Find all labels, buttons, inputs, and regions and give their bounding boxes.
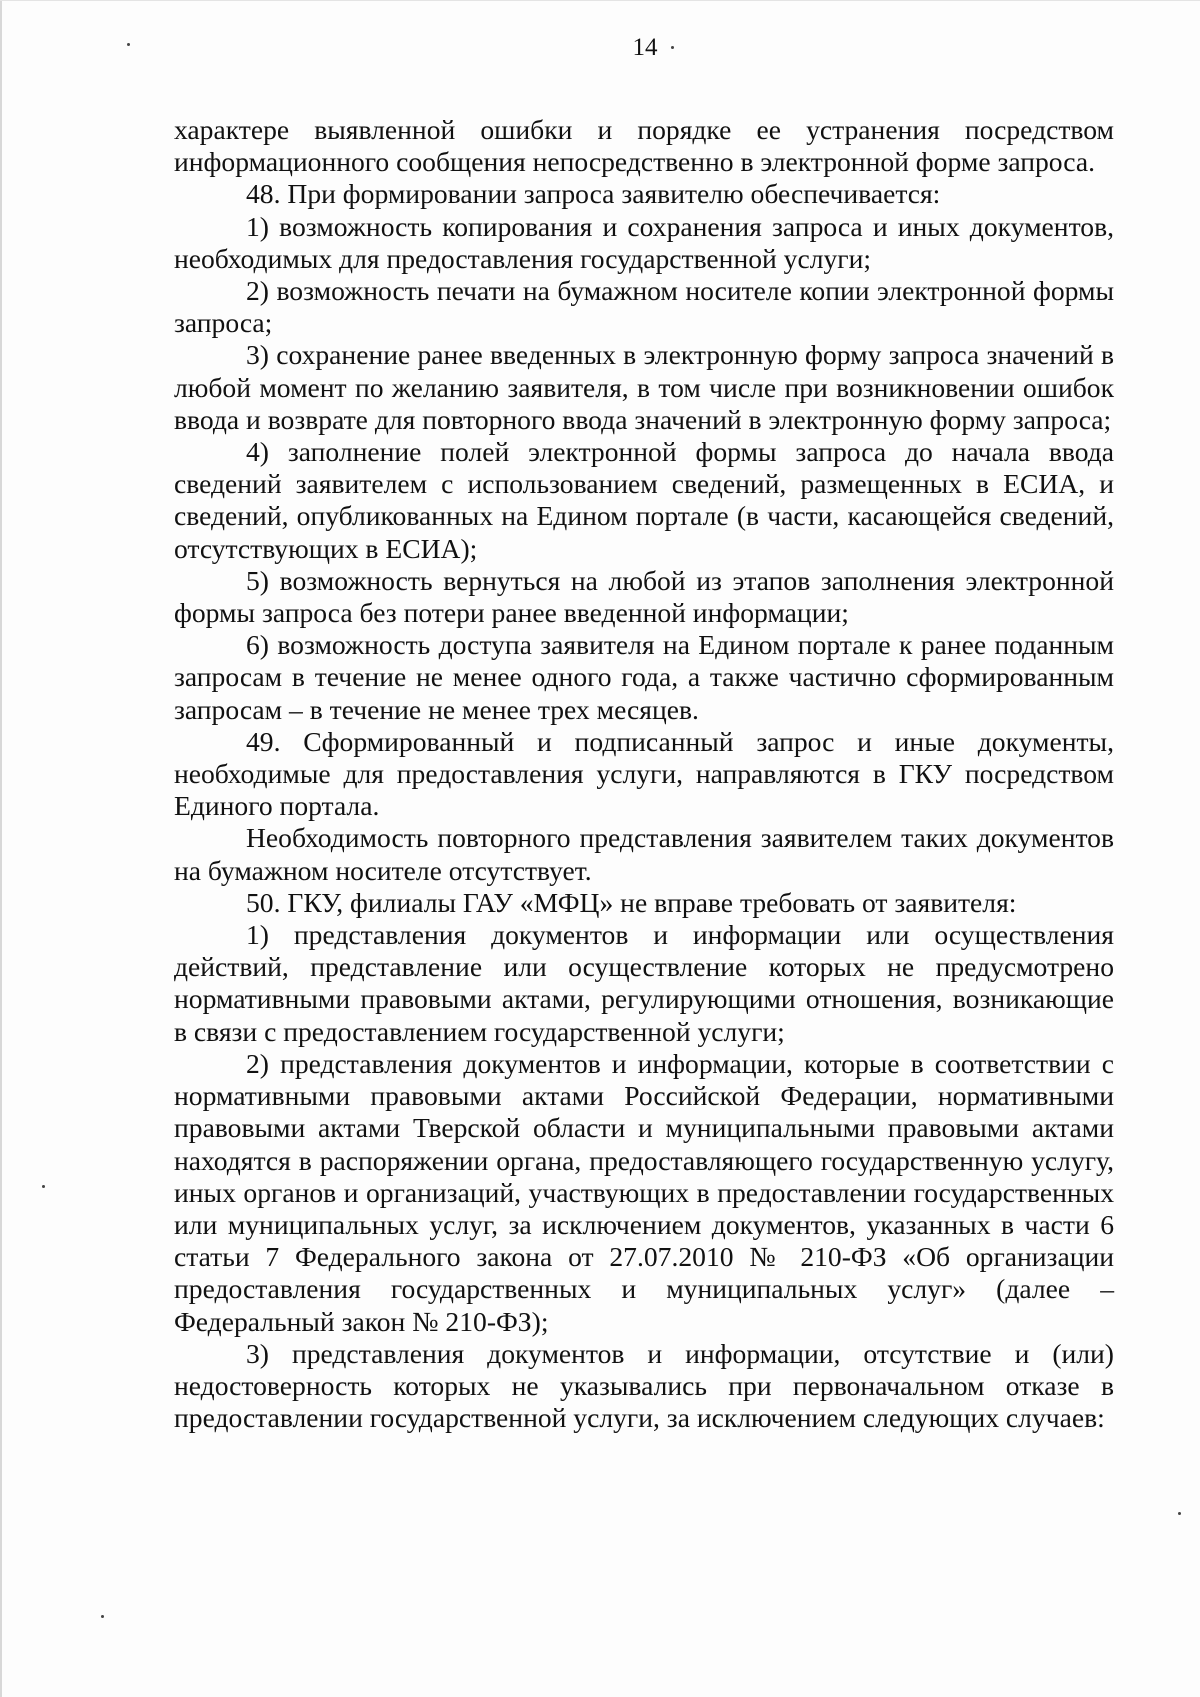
scan-edge-top <box>0 0 1200 1</box>
page-number: 14 <box>632 34 658 61</box>
scan-speck <box>1178 1512 1181 1515</box>
paragraph-48-sub-5: 5) возможность вернуться на любой из этапов заполнения электронной формы запроса без потери ранее введенной информации; <box>174 564 1114 629</box>
scan-speck <box>127 43 130 46</box>
paragraph-48-sub-3: 3) сохранение ранее введенных в электронную форму запроса значений в любой момент по желанию заявителя, в том числе при возникновении ошибок ввода и возврате для повторного ввода значений в электронную форму запроса; <box>174 339 1114 435</box>
paragraph-48-sub-4: 4) заполнение полей электронной формы запроса до начала ввода сведений заявителем с использованием сведений, размещенных в ЕСИА, и сведений, опубликованных на Едином портале (в части, касающейся сведений, отсутствующих в ЕСИА); <box>174 436 1114 564</box>
scan-speck <box>101 1615 104 1618</box>
paragraph-item-49: 49. Сформированный и подписанный запрос и иные документы, необходимые для предоставления услуги, направляются в ГКУ посредством Единого портала. <box>174 725 1114 822</box>
paragraph-48-sub-1: 1) возможность копирования и сохранения запроса и иных документов, необходимых для предоставления государственной услуги; <box>174 210 1114 274</box>
scan-speck <box>42 1185 45 1188</box>
paragraph-48-sub-2: 2) возможность печати на бумажном носителе копии электронной формы запроса; <box>174 275 1114 339</box>
paragraph-continuation: характере выявленной ошибки и порядке ее устранения посредством информационного сообщения непосредственно в электронной форме запроса. <box>174 114 1114 178</box>
paragraph-50-sub-1: 1) представления документов и информации или осуществления действий, представление или осуществление которых не предусмотрено нормативными правовыми актами, регулирующими отношения, возникающие в связи с предоставлением государственной услуги; <box>174 919 1114 1047</box>
paragraph-item-48: 48. При формировании запроса заявителю обеспечивается: <box>246 178 941 210</box>
document-body <box>174 114 1114 1434</box>
paragraph-48-sub-6: 6) возможность доступа заявителя на Едином портале к ранее поданным запросам в течение не менее одного года, а также частично сформированным запросам – в течение не менее трех месяцев. <box>174 629 1114 725</box>
paragraph-49-note: Необходимость повторного представления заявителем таких документов на бумажном носителе отсутствует. <box>174 822 1114 886</box>
paragraph-50-sub-3: 3) представления документов и информации, отсутствие и (или) недостоверность которых не указывались при первоначальном отказе в предоставлении государственной услуги, за исключением следующих случаев: <box>174 1337 1114 1434</box>
scan-speck <box>671 46 674 49</box>
scan-edge-left <box>0 0 2 1697</box>
paragraph-50-sub-2: 2) представления документов и информации, которые в соответствии с нормативными правовыми актами Российской Федерации, нормативными правовыми актами Тверской области и муниципальными правовыми актами находятся в распоряжении органа, предоставляющего государственную услугу, иных органов и организаций, участвующих в предоставлении государственных или муниципальных услуг, за исключением документов, указанных в части 6 статьи 7 Федерального закона от 27.07.2010 № 210-ФЗ «Об организации предоставления государственных и муниципальных услуг» (далее – Федеральный закон № 210-ФЗ); <box>174 1047 1114 1337</box>
paragraph-item-50: 50. ГКУ, филиалы ГАУ «МФЦ» не вправе требовать от заявителя: <box>246 886 1017 918</box>
